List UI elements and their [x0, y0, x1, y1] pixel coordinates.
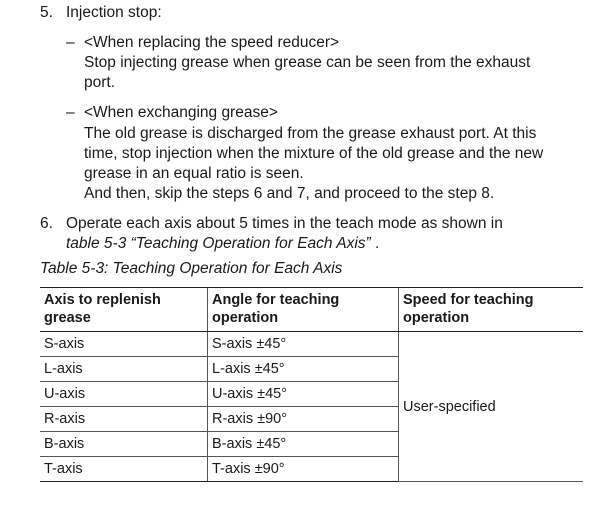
table-row — [40, 332, 583, 357]
step-6-tail: . — [370, 235, 380, 252]
bullet-text-line: time, stop injection when the mixture of the old grease and the new — [84, 145, 544, 162]
step-6-number: 6. — [40, 215, 53, 232]
bullet-text-line: Stop injecting grease when grease can be seen from the exhaust — [84, 54, 531, 71]
bullet-heading-speed-reducer: <When replacing the speed reducer> — [84, 34, 340, 51]
cell-angle: L-axis ±45° — [208, 357, 399, 382]
cell-axis: L-axis — [40, 357, 208, 382]
cell-axis: T-axis — [40, 457, 208, 482]
cell-axis: B-axis — [40, 432, 208, 457]
bullet-text-line: And then, skip the steps 6 and 7, and proceed to the step 8. — [84, 185, 495, 202]
teaching-operation-table — [40, 287, 583, 482]
cell-angle: T-axis ±90° — [208, 457, 399, 482]
bullet-text-line: grease in an equal ratio is seen. — [84, 165, 304, 182]
cell-axis: R-axis — [40, 407, 208, 432]
cell-angle: R-axis ±90° — [208, 407, 399, 432]
header-angle: Angle for teaching operation — [208, 288, 399, 332]
bullet-text-line: port. — [84, 74, 116, 91]
step-6-reference-line — [66, 234, 379, 254]
cell-axis: S-axis — [40, 332, 208, 357]
table-caption: Table 5-3: Teaching Operation for Each Axis — [40, 260, 343, 277]
header-axis: Axis to replenish grease — [40, 288, 208, 332]
bullet-dash: – — [66, 34, 75, 51]
cell-angle: U-axis ±45° — [208, 382, 399, 407]
cell-axis: U-axis — [40, 382, 208, 407]
step-6-text: Operate each axis about 5 times in the teach mode as shown in — [66, 215, 503, 232]
bullet-heading-exchanging-grease: <When exchanging grease> — [84, 104, 278, 121]
cell-speed: User-specified — [399, 332, 584, 482]
table-reference-link[interactable]: table 5-3 “Teaching Operation for Each Axis” — [66, 235, 371, 252]
step-5-number: 5. — [40, 4, 53, 21]
bullet-text-line: The old grease is discharged from the grease exhaust port. At this — [84, 125, 537, 142]
cell-angle: B-axis ±45° — [208, 432, 399, 457]
cell-angle: S-axis ±45° — [208, 332, 399, 357]
header-speed: Speed for teaching operation — [399, 288, 584, 332]
step-5-title: Injection stop: — [66, 4, 162, 21]
table-header-row — [40, 288, 583, 332]
bullet-dash: – — [66, 104, 75, 121]
